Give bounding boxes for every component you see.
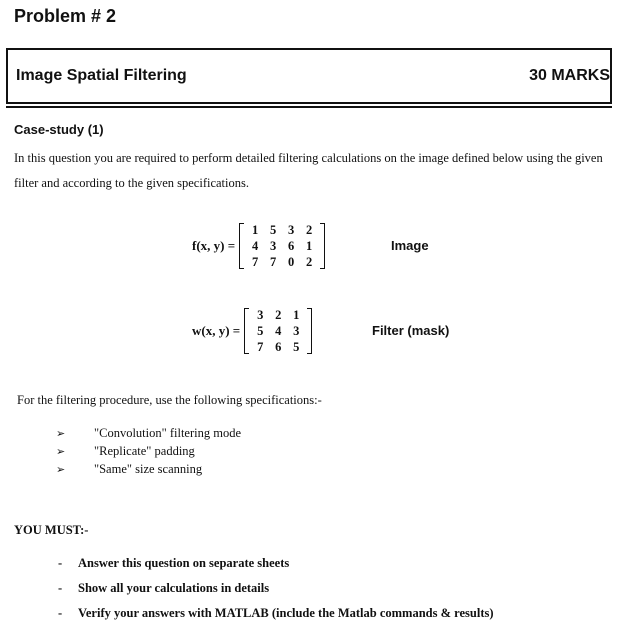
list-item — [58, 601, 494, 626]
matrix-cell: 7 — [270, 255, 277, 269]
matrix-cell: 7 — [252, 255, 259, 269]
task-text: Answer this question on separate sheets — [78, 556, 290, 570]
case-study-heading: Case-study (1) — [14, 122, 104, 137]
banner-underline — [6, 106, 612, 108]
list-item — [56, 460, 241, 478]
matrix-cell: 4 — [275, 324, 282, 338]
matrix-cell: 2 — [306, 255, 313, 269]
matrix-cell: 0 — [288, 255, 295, 269]
matrix-cell: 3 — [288, 223, 295, 237]
matrix-cell: 4 — [252, 239, 259, 253]
dash-bullet-icon: - — [58, 581, 63, 595]
matrix-cell: 5 — [257, 324, 264, 338]
matrix-cell: 5 — [293, 340, 300, 354]
task-text: Show all your calculations in details — [78, 581, 270, 595]
matrix-cell: 2 — [306, 223, 313, 237]
matrix-row — [246, 254, 318, 270]
matrix-cell: 6 — [275, 340, 282, 354]
specifications-list — [56, 424, 241, 478]
image-caption: Image — [391, 238, 429, 253]
spec-text: "Same" size scanning — [94, 461, 203, 476]
list-item — [56, 442, 241, 460]
matrix-row — [251, 323, 305, 339]
arrow-bullet-icon: ➢ — [56, 426, 66, 440]
problem-title: Problem # 2 — [14, 6, 117, 26]
intro-paragraph: In this question you are required to perform detailed filtering calculations on the image defined below using the given filter and according to the given specifications. — [14, 151, 603, 190]
list-item — [56, 424, 241, 442]
specifications-intro: For the filtering procedure, use the following specifications:- — [17, 393, 322, 407]
section-banner — [6, 48, 612, 104]
matrix-row — [251, 339, 305, 355]
arrow-bullet-icon: ➢ — [56, 462, 66, 476]
filter-matrix — [244, 307, 312, 355]
matrix-cell: 5 — [270, 223, 277, 237]
dash-bullet-icon: - — [58, 556, 63, 570]
matrix-cell: 1 — [293, 308, 300, 322]
matrix-cell: 7 — [257, 340, 264, 354]
filter-equation — [192, 307, 312, 355]
matrix-row — [246, 238, 318, 254]
matrix-cell: 3 — [293, 324, 300, 338]
matrix-cell: 1 — [306, 239, 313, 253]
spec-text: "Convolution" filtering mode — [94, 425, 241, 440]
matrix-cell: 3 — [257, 308, 264, 322]
image-equation — [192, 222, 325, 270]
list-item — [58, 576, 494, 601]
image-matrix — [239, 222, 325, 270]
dash-bullet-icon: - — [58, 606, 63, 620]
matrix-row — [251, 307, 305, 323]
matrix-row — [246, 222, 318, 238]
matrix-cell: 2 — [275, 308, 282, 322]
banner-marks: 30 MARKS — [529, 67, 610, 84]
spec-text: "Replicate" padding — [94, 443, 195, 458]
matrix-cell: 6 — [288, 239, 295, 253]
filter-caption: Filter (mask) — [372, 323, 450, 338]
banner-title: Image Spatial Filtering — [16, 67, 187, 84]
matrix-cell: 1 — [252, 223, 259, 237]
filter-equation-label: w(x, y) = — [192, 323, 241, 338]
must-heading: YOU MUST:- — [14, 523, 89, 537]
requirements-list — [58, 551, 494, 626]
list-item — [58, 551, 494, 576]
task-text: Verify your answers with MATLAB (include the Matlab commands & results) — [78, 606, 494, 620]
matrix-cell: 3 — [270, 239, 277, 253]
image-equation-label: f(x, y) = — [192, 238, 236, 253]
arrow-bullet-icon: ➢ — [56, 444, 66, 458]
